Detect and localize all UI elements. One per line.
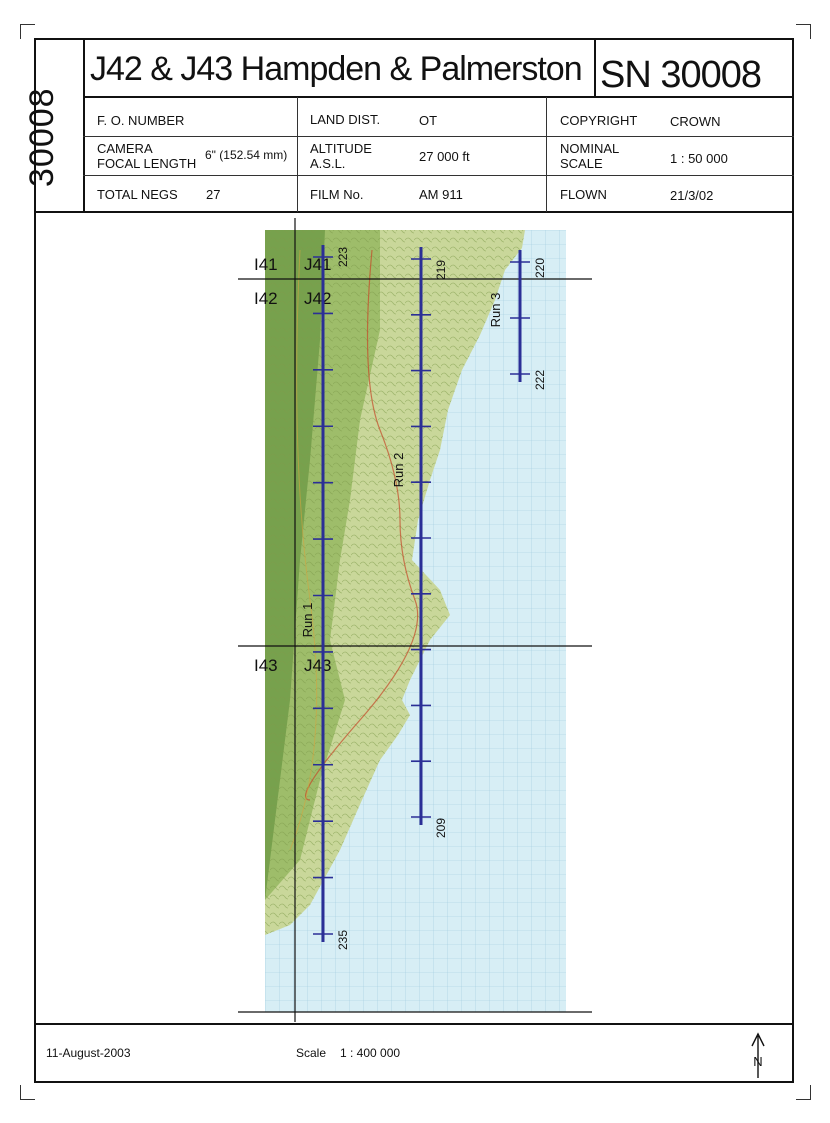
grid-label-j43: J43: [304, 656, 332, 675]
film-label: FILM No.: [310, 187, 364, 202]
grid-label-j42: J42: [304, 289, 332, 308]
start-negative-label: 223: [336, 247, 350, 268]
scale-label-line1: NOMINAL: [560, 141, 620, 156]
start-negative-label: 219: [434, 260, 448, 281]
scale-label-line2: SCALE: [560, 156, 603, 171]
scale-value: 1 : 50 000: [670, 151, 728, 166]
sheet-code-vertical: 30008: [23, 87, 61, 187]
fo-number-label: F. O. NUMBER: [97, 113, 185, 128]
altitude-label-line1: ALTITUDE: [310, 141, 372, 156]
film-value: AM 911: [419, 187, 463, 202]
copyright-value: CROWN: [670, 114, 721, 129]
survey-number: SN 30008: [600, 54, 762, 96]
grid-label-i41: I41: [254, 255, 278, 274]
end-negative-label: 222: [533, 370, 547, 391]
grid-label-j41: J41: [304, 255, 332, 274]
start-negative-label: 220: [533, 258, 547, 279]
end-negative-label: 235: [336, 930, 350, 951]
run-name-label: Run 2: [391, 452, 406, 488]
flown-value: 21/3/02: [670, 188, 714, 203]
footer-scale-label: Scale: [296, 1046, 327, 1060]
total-negs-value: 27: [206, 187, 221, 202]
page-title: J42 & J43 Hampden & Palmerston: [90, 50, 582, 88]
footer-scale-value: 1 : 400 000: [340, 1046, 401, 1060]
camera-value: 6" (152.54 mm): [205, 148, 288, 162]
grid-label-i43: I43: [254, 656, 278, 675]
altitude-label-line2: A.S.L.: [310, 156, 346, 171]
total-negs-label: TOTAL NEGS: [97, 187, 178, 202]
north-arrow-icon: [748, 1032, 768, 1080]
run-name-label: Run 3: [488, 292, 503, 328]
footer-date: 11-August-2003: [46, 1046, 131, 1060]
run-name-label: Run 1: [300, 602, 315, 638]
camera-label-line2: FOCAL LENGTH: [97, 156, 197, 171]
camera-label-line1: CAMERA: [97, 141, 153, 156]
altitude-value: 27 000 ft: [419, 149, 470, 164]
end-negative-label: 209: [434, 818, 448, 839]
grid-label-i42: I42: [254, 289, 278, 308]
copyright-label: COPYRIGHT: [560, 113, 638, 128]
land-dist-value: OT: [419, 113, 438, 128]
land-dist-label: LAND DIST.: [310, 112, 381, 127]
flown-label: FLOWN: [560, 187, 607, 202]
north-label: N: [753, 1054, 763, 1069]
